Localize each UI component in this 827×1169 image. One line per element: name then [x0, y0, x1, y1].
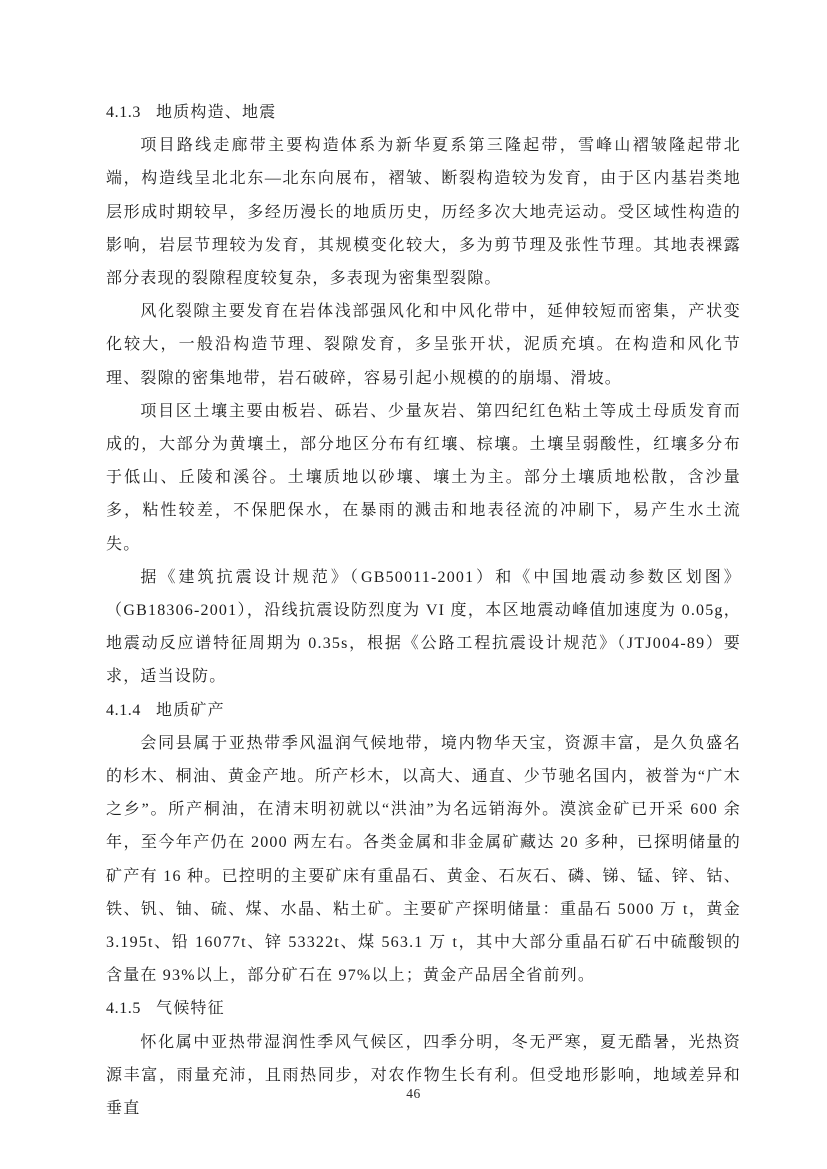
section-number: 4.1.3	[106, 104, 141, 121]
section-number: 4.1.4	[106, 701, 141, 719]
paragraph-weathering-fissures: 风化裂隙主要发育在岩体浅部强风化和中风化带中，延伸较短而密集，产状变化较大，一般沿构造节理、裂隙发育，多呈张开状，泥质充填。在构造和风化节理、裂隙的密集地带，岩石破碎，容易引起小规模的的崩塌、滑坡。	[106, 303, 741, 387]
paragraph-geology-structure: 项目路线走廊带主要构造体系为新华夏系第三隆起带，雪峰山褶皱隆起带北端，构造线呈北北东—北东向展布，褶皱、断裂构造较为发育，由于区内基岩类地层形成时期较早，多经历漫长的地质历史，历经多次大地壳运动。受区域性构造的影响，岩层节理较为发育，其规模变化较大，多为剪节理及张性节理。其地表裸露部分表现的裂隙程度较复杂，多表现为密集型裂隙。	[106, 137, 741, 288]
section-heading-4-1-5	[106, 992, 741, 1025]
paragraph-climate: 怀化属中亚热带湿润性季风气候区，四季分明，冬无严寒，夏无酷暑，光热资源丰富，雨量充沛，且雨热同步，对农作物生长有利。但受地形影响，地域差异和垂直	[106, 1033, 741, 1118]
page-content	[106, 96, 741, 1125]
section-title: 地质构造、地震	[156, 104, 277, 121]
section-title: 地质矿产	[156, 701, 225, 719]
section-heading-4-1-4	[106, 694, 741, 727]
paragraph-seismic-code: 据《建筑抗震设计规范》（GB50011-2001）和《中国地震动参数区划图》（GB18306-2001），沿线抗震设防烈度为 VI 度，本区地震动峰值加速度为 0.05g，地震动反应谱特征周期为 0.35s，根据《公路工程抗震设计规范》（JTJ004-89）要求，适当设防。	[106, 568, 741, 686]
page-number: 46	[406, 1086, 421, 1101]
section-number: 4.1.5	[106, 1000, 141, 1018]
paragraph-minerals: 会同县属于亚热带季风温润气候地带，境内物华天宝，资源丰富，是久负盛名的杉木、桐油、黄金产地。所产杉木，以高大、通直、少节驰名国内，被誉为“广木之乡”。所产桐油，在清末明初就以“洪油”为名远销海外。漠滨金矿已开采 600 余年，至今年产仍在 2000 两左右。各类金属和非金属矿藏达 20 多种，已探明储量的矿产有 16 种。已控明的主要矿床有重晶石、黄金、石灰石、磷、锑、锰、锌、钴、铁、钒、铀、硫、煤、水晶、粘土矿。主要矿产探明储量：重晶石 5000 万 t，黄金 3.195t、铅 16077t、锌 53322t、煤 563.1 万 t，其中大部分重晶石矿石中硫酸钡的含量在 93%以上，部分矿石在 97%以上；黄金产品居全省前列。	[106, 734, 741, 985]
section-heading-4-1-3	[106, 96, 741, 129]
section-title: 气候特征	[156, 1000, 225, 1018]
paragraph-soil: 项目区土壤主要由板岩、砾岩、少量灰岩、第四纪红色粘土等成土母质发育而成的，大部分为黄壤土，部分地区分布有红壤、棕壤。土壤呈弱酸性，红壤多分布于低山、丘陵和溪谷。土壤质地以砂壤、壤土为主。部分土壤质地松散，含沙量多，粘性较差，不保肥保水，在暴雨的溅击和地表径流的冲刷下，易产生水土流失。	[106, 402, 741, 553]
